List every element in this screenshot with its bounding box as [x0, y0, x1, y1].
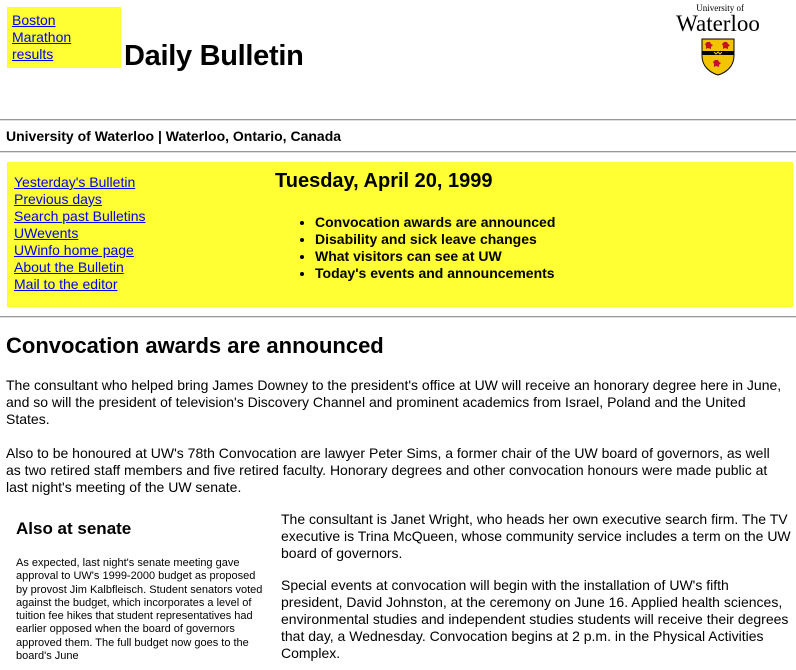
headline-item: • Convocation awards are announced — [315, 214, 555, 231]
boston-marathon-box — [7, 7, 121, 68]
nav-links — [14, 174, 146, 293]
nav-link-about[interactable]: About the Bulletin — [14, 259, 124, 275]
boston-line-3: results — [12, 46, 54, 62]
headline-item: • What visitors can see at UW — [315, 248, 555, 265]
headline-list — [297, 214, 555, 282]
page-title: Daily Bulletin — [124, 40, 304, 72]
nav-link-uwevents[interactable]: UWevents — [14, 225, 79, 241]
subtitle-divider — [0, 151, 796, 153]
boston-line-2: Marathon — [12, 29, 72, 45]
sidebar-text: As expected, last night's senate meeting gave approval to UW's 1999-2000 budget as proposed by provost Jim Kalbfleisch. Student senators voted against the budget, which incorporates a level of tuition fee hikes that student representatives had earlier opposed when the board of governors approved them. The full budget now goes to the board's June — [16, 557, 263, 663]
top-divider — [0, 119, 796, 121]
nav-link-mail-editor[interactable]: Mail to the editor — [14, 276, 118, 292]
bulletin-date: Tuesday, April 20, 1999 — [275, 170, 493, 192]
sidebar-title: Also at senate — [16, 519, 132, 538]
site-subtitle: University of Waterloo | Waterloo, Ontario, Canada — [6, 128, 342, 144]
headline-item: • Today's events and announcements — [315, 265, 555, 282]
navigation-panel — [7, 162, 793, 307]
boston-marathon-link[interactable] — [12, 12, 121, 63]
university-logo[interactable] — [666, 4, 770, 74]
headline-item: • Disability and sick leave changes — [315, 231, 555, 248]
boston-line-1: Boston — [12, 12, 56, 28]
article-paragraph: Also to be honoured at UW's 78th Convocation are lawyer Peter Sims, a former chair of the UW board of governors, as well as two retired staff members and five retired faculty. Honorary degrees and other convocation honours were made public at last night's meeting of the UW senate. — [6, 445, 770, 495]
logo-waterloo-text: Waterloo — [676, 11, 760, 36]
article-column-paragraph: Special events at convocation will begin with the installation of UW's fifth president, David Johnston, at the ceremony on June 16. Applied health sciences, environmental studies and independent studies students will receive their degrees that day, a Wednesday. Convocation begins at 2 p.m. in the Physical Activities Complex. — [281, 577, 789, 661]
logo-university-text: University of — [696, 3, 744, 13]
content-divider — [0, 316, 796, 318]
article-column-paragraph: The consultant is Janet Wright, who heads her own executive search firm. The TV executive is Trina McQueen, whose community service includes a term on the UW board of governors. — [281, 511, 791, 561]
article-title: Convocation awards are announced — [6, 333, 384, 358]
nav-link-yesterday[interactable]: Yesterday's Bulletin — [14, 174, 136, 190]
nav-link-search[interactable]: Search past Bulletins — [14, 208, 146, 224]
nav-link-previous-days[interactable]: Previous days — [14, 191, 102, 207]
nav-link-uwinfo[interactable]: UWinfo home page — [14, 242, 134, 258]
crest-icon — [701, 38, 735, 76]
article-paragraph: The consultant who helped bring James Downey to the president's office at UW will receive an honorary degree here in June, and so will the president of television's Discovery Channel and prominent academics from Israel, Poland and the United States. — [6, 377, 782, 427]
